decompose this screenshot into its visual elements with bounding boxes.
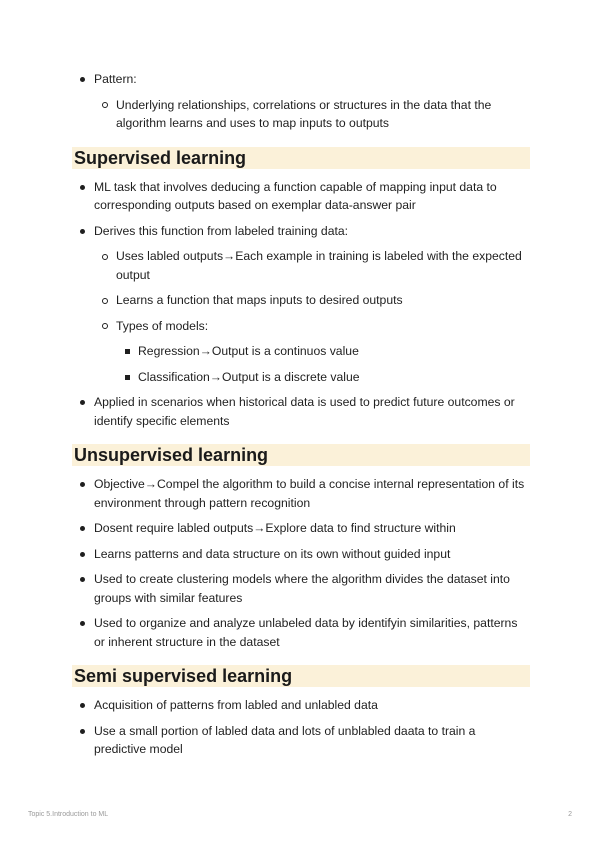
bullet-text: ML task that involves deducing a function capable of mapping input data to corresponding outputs based on exemplar data-answer pair	[94, 179, 497, 212]
semi-supervised-section	[72, 665, 530, 759]
supervised-sublist	[94, 247, 530, 386]
list-item	[94, 96, 530, 133]
bullet-text: Objective→Compel the algorithm to build a concise internal representation of its environment through pattern recognition	[94, 477, 525, 510]
bullet-text: Uses labled outputs→Each example in training is labeled with the expected output	[116, 249, 522, 282]
bullet-text: Applied in scenarios when historical data is used to predict future outcomes or identify specific elements	[94, 395, 515, 428]
page-content	[72, 70, 530, 759]
bullet-text: Dosent require labled outputs→Explore data to find structure within	[94, 521, 456, 535]
pattern-description: Underlying relationships, correlations or structures in the data that the algorithm learns and uses to map inputs to outputs	[116, 97, 492, 130]
pattern-list	[72, 70, 530, 133]
list-item	[72, 222, 530, 387]
bullet-text: Regression→Output is a continuos value	[138, 344, 359, 358]
bullet-text: Learns patterns and data structure on its own without guided input	[94, 546, 451, 561]
list-item	[72, 614, 530, 651]
semi-supervised-list	[72, 696, 530, 759]
bullet-text: Derives this function from labeled training data:	[94, 223, 349, 238]
list-item	[72, 475, 530, 512]
list-item	[72, 393, 530, 430]
footer-title: Topic 5.Introduction to ML	[28, 811, 109, 818]
model-types-list	[116, 342, 530, 386]
bullet-text: Acquisition of patterns from labled and unlabled data	[94, 698, 378, 712]
list-item	[72, 570, 530, 607]
unsupervised-list	[72, 475, 530, 651]
bullet-text: Classification→Output is a discrete value	[138, 369, 360, 384]
list-item	[116, 368, 530, 387]
list-item	[72, 70, 530, 133]
semi-supervised-heading: Semi supervised learning	[72, 665, 530, 687]
unsupervised-heading: Unsupervised learning	[72, 444, 530, 466]
page-number: 2	[568, 811, 572, 818]
list-item	[116, 342, 530, 361]
bullet-text: Used to organize and analyze unlabeled data by identifyin similarities, patterns or inherent structure in the dataset	[94, 616, 518, 649]
pattern-label: Pattern:	[94, 72, 137, 86]
bullet-text: Learns a function that maps inputs to desired outputs	[116, 293, 403, 307]
list-item	[72, 696, 530, 715]
pattern-sublist	[94, 96, 530, 133]
list-item	[72, 178, 530, 215]
list-item	[72, 722, 530, 759]
supervised-list	[72, 178, 530, 431]
list-item	[72, 545, 530, 564]
unsupervised-section	[72, 444, 530, 651]
bullet-text: Types of models:	[116, 318, 209, 333]
supervised-section	[72, 147, 530, 431]
list-item	[94, 291, 530, 310]
list-item	[72, 519, 530, 538]
supervised-heading: Supervised learning	[72, 147, 530, 169]
bullet-text: Use a small portion of labled data and lots of unblabled daata to train a predictive model	[94, 723, 476, 756]
bullet-text: Used to create clustering models where the algorithm divides the dataset into groups with similar features	[94, 572, 510, 605]
list-item	[94, 317, 530, 387]
list-item	[94, 247, 530, 284]
